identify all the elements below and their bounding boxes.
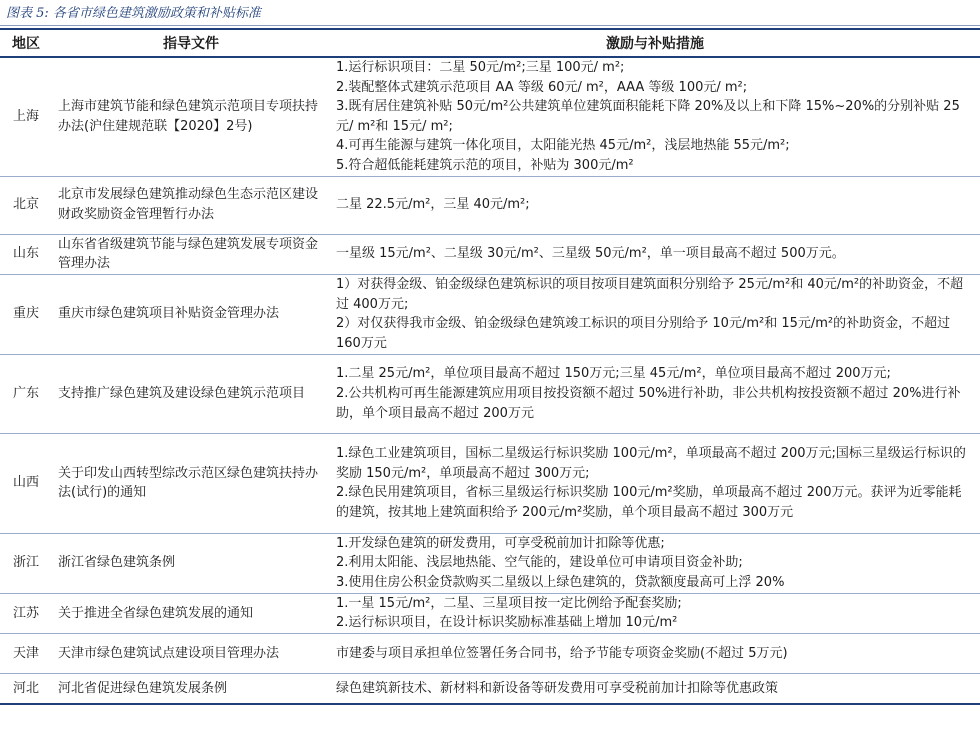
measures-cell [330,57,980,176]
caption-divider [0,25,980,26]
region-cell: 广东 [0,354,52,433]
measure-line: 1.一星 15元/m²，二星、三星项目按一定比例给予配套奖励; [336,595,682,611]
measure-line: 绿色建筑新技术、新材料和新设备等研发费用可享受税前加计扣除等优惠政策 [336,680,779,696]
measure-line: 2）对仅获得我市金级、铂金级绿色建筑竣工标识的项目分别给予 10元/m²和 15元/m²的补助资金，不超过 160万元 [336,316,951,351]
table-row [0,593,980,633]
region-cell: 浙江 [0,533,52,593]
measure-line: 4.可再生能源与建筑一体化项目，太阳能光热 45元/m²，浅层地热能 55元/m²; [336,138,790,154]
measures-cell [330,234,980,274]
table-row [0,633,980,673]
document-cell: 上海市建筑节能和绿色建筑示范项目专项扶持办法(沪住建规范联【2020】2号) [52,57,330,176]
region-cell: 重庆 [0,274,52,354]
table-body [0,57,980,704]
measure-line: 1.运行标识项目：二星 50元/m²;三星 100元/ m²; [336,60,625,75]
header-measures: 激励与补贴措施 [330,29,980,57]
region-cell: 山东 [0,234,52,274]
measures-cell [330,354,980,433]
measure-line: 1.开发绿色建筑的研发费用，可享受税前加计扣除等优惠; [336,535,665,551]
measure-line: 2.利用太阳能、浅层地热能、空气能的，建设单位可申请项目资金补助; [336,555,743,571]
measure-line: 市建委与项目承担单位签署任务合同书，给予节能专项资金奖励(不超过 5万元) [336,645,788,661]
region-cell: 山西 [0,433,52,533]
document-cell: 山东省省级建筑节能与绿色建筑发展专项资金管理办法 [52,234,330,274]
table-row [0,533,980,593]
table-caption: 图表 5: 各省市绿色建筑激励政策和补贴标准 [6,6,261,21]
table-row [0,57,980,176]
policy-table [0,28,980,705]
region-cell: 天津 [0,633,52,673]
measure-line: 3.使用住房公积金贷款购买二星级以上绿色建筑的，贷款额度最高可上浮 20% [336,575,785,591]
document-cell: 重庆市绿色建筑项目补贴资金管理办法 [52,274,330,354]
document-cell: 支持推广绿色建筑及建设绿色建筑示范项目 [52,354,330,433]
measures-cell [330,533,980,593]
header-document: 指导文件 [52,29,330,57]
measures-cell [330,274,980,354]
measures-cell [330,673,980,704]
header-region: 地区 [0,29,52,57]
region-cell: 河北 [0,673,52,704]
measures-cell [330,593,980,633]
measure-line: 3.既有居住建筑补贴 50元/m²公共建筑单位建筑面积能耗下降 20%及以上和下降 15%~20%的分别补贴 25元/ m²和 15元/ m²; [336,99,960,134]
measure-line: 二星 22.5元/m²，三星 40元/m²; [336,197,530,213]
measure-line: 2.绿色民用建筑项目，省标三星级运行标识奖励 100元/m²奖励，单项最高不超过 200万元。获评为近零能耗的建筑，按其地上建筑面积给予 200元/m²奖励，单个项目最高不超过 300万元 [336,485,962,520]
measure-line: 2.装配整体式建筑示范项目 AA 等级 60元/ m²，AAA 等级 100元/ m²; [336,79,748,95]
measure-line: 2.运行标识项目，在设计标识奖励标准基础上增加 10元/m² [336,615,678,631]
measure-line: 一星级 15元/m²、二星级 30元/m²、三星级 50元/m²，单一项目最高不超过 500万元。 [336,246,845,262]
measure-line: 2.公共机构可再生能源建筑应用项目按投资额不超过 50%进行补助，非公共机构按投资额不超过 20%进行补助，单个项目最高不超过 200万元 [336,385,961,421]
document-cell: 浙江省绿色建筑条例 [52,533,330,593]
document-cell: 关于推进全省绿色建筑发展的通知 [52,593,330,633]
region-cell: 江苏 [0,593,52,633]
measures-cell [330,433,980,533]
region-cell: 北京 [0,176,52,234]
region-cell: 上海 [0,57,52,176]
measure-line: 1）对获得金级、铂金级绿色建筑标识的项目按项目建筑面积分别给予 25元/m²和 40元/m²的补助资金，不超过 400万元; [336,277,964,312]
table-row [0,433,980,533]
measure-line: 5.符合超低能耗建筑示范的项目，补贴为 300元/m² [336,157,634,173]
table-header-row [0,29,980,57]
table-row [0,673,980,704]
document-cell: 天津市绿色建筑试点建设项目管理办法 [52,633,330,673]
measure-line: 1.二星 25元/m²，单位项目最高不超过 150万元;三星 45元/m²，单位项目最高不超过 200万元; [336,366,891,382]
table-row [0,234,980,274]
table-row [0,274,980,354]
measures-cell [330,633,980,673]
document-cell: 北京市发展绿色建筑推动绿色生态示范区建设财政奖励资金管理暂行办法 [52,176,330,234]
document-cell: 关于印发山西转型综改示范区绿色建筑扶持办法(试行)的通知 [52,433,330,533]
table-row [0,176,980,234]
measure-line: 1.绿色工业建筑项目，国标二星级运行标识奖励 100元/m²，单项最高不超过 200万元;国标三星级运行标识的奖励 150元/m²，单项最高不超过 300万元; [336,446,966,481]
document-cell: 河北省促进绿色建筑发展条例 [52,673,330,704]
table-row [0,354,980,433]
measures-cell [330,176,980,234]
